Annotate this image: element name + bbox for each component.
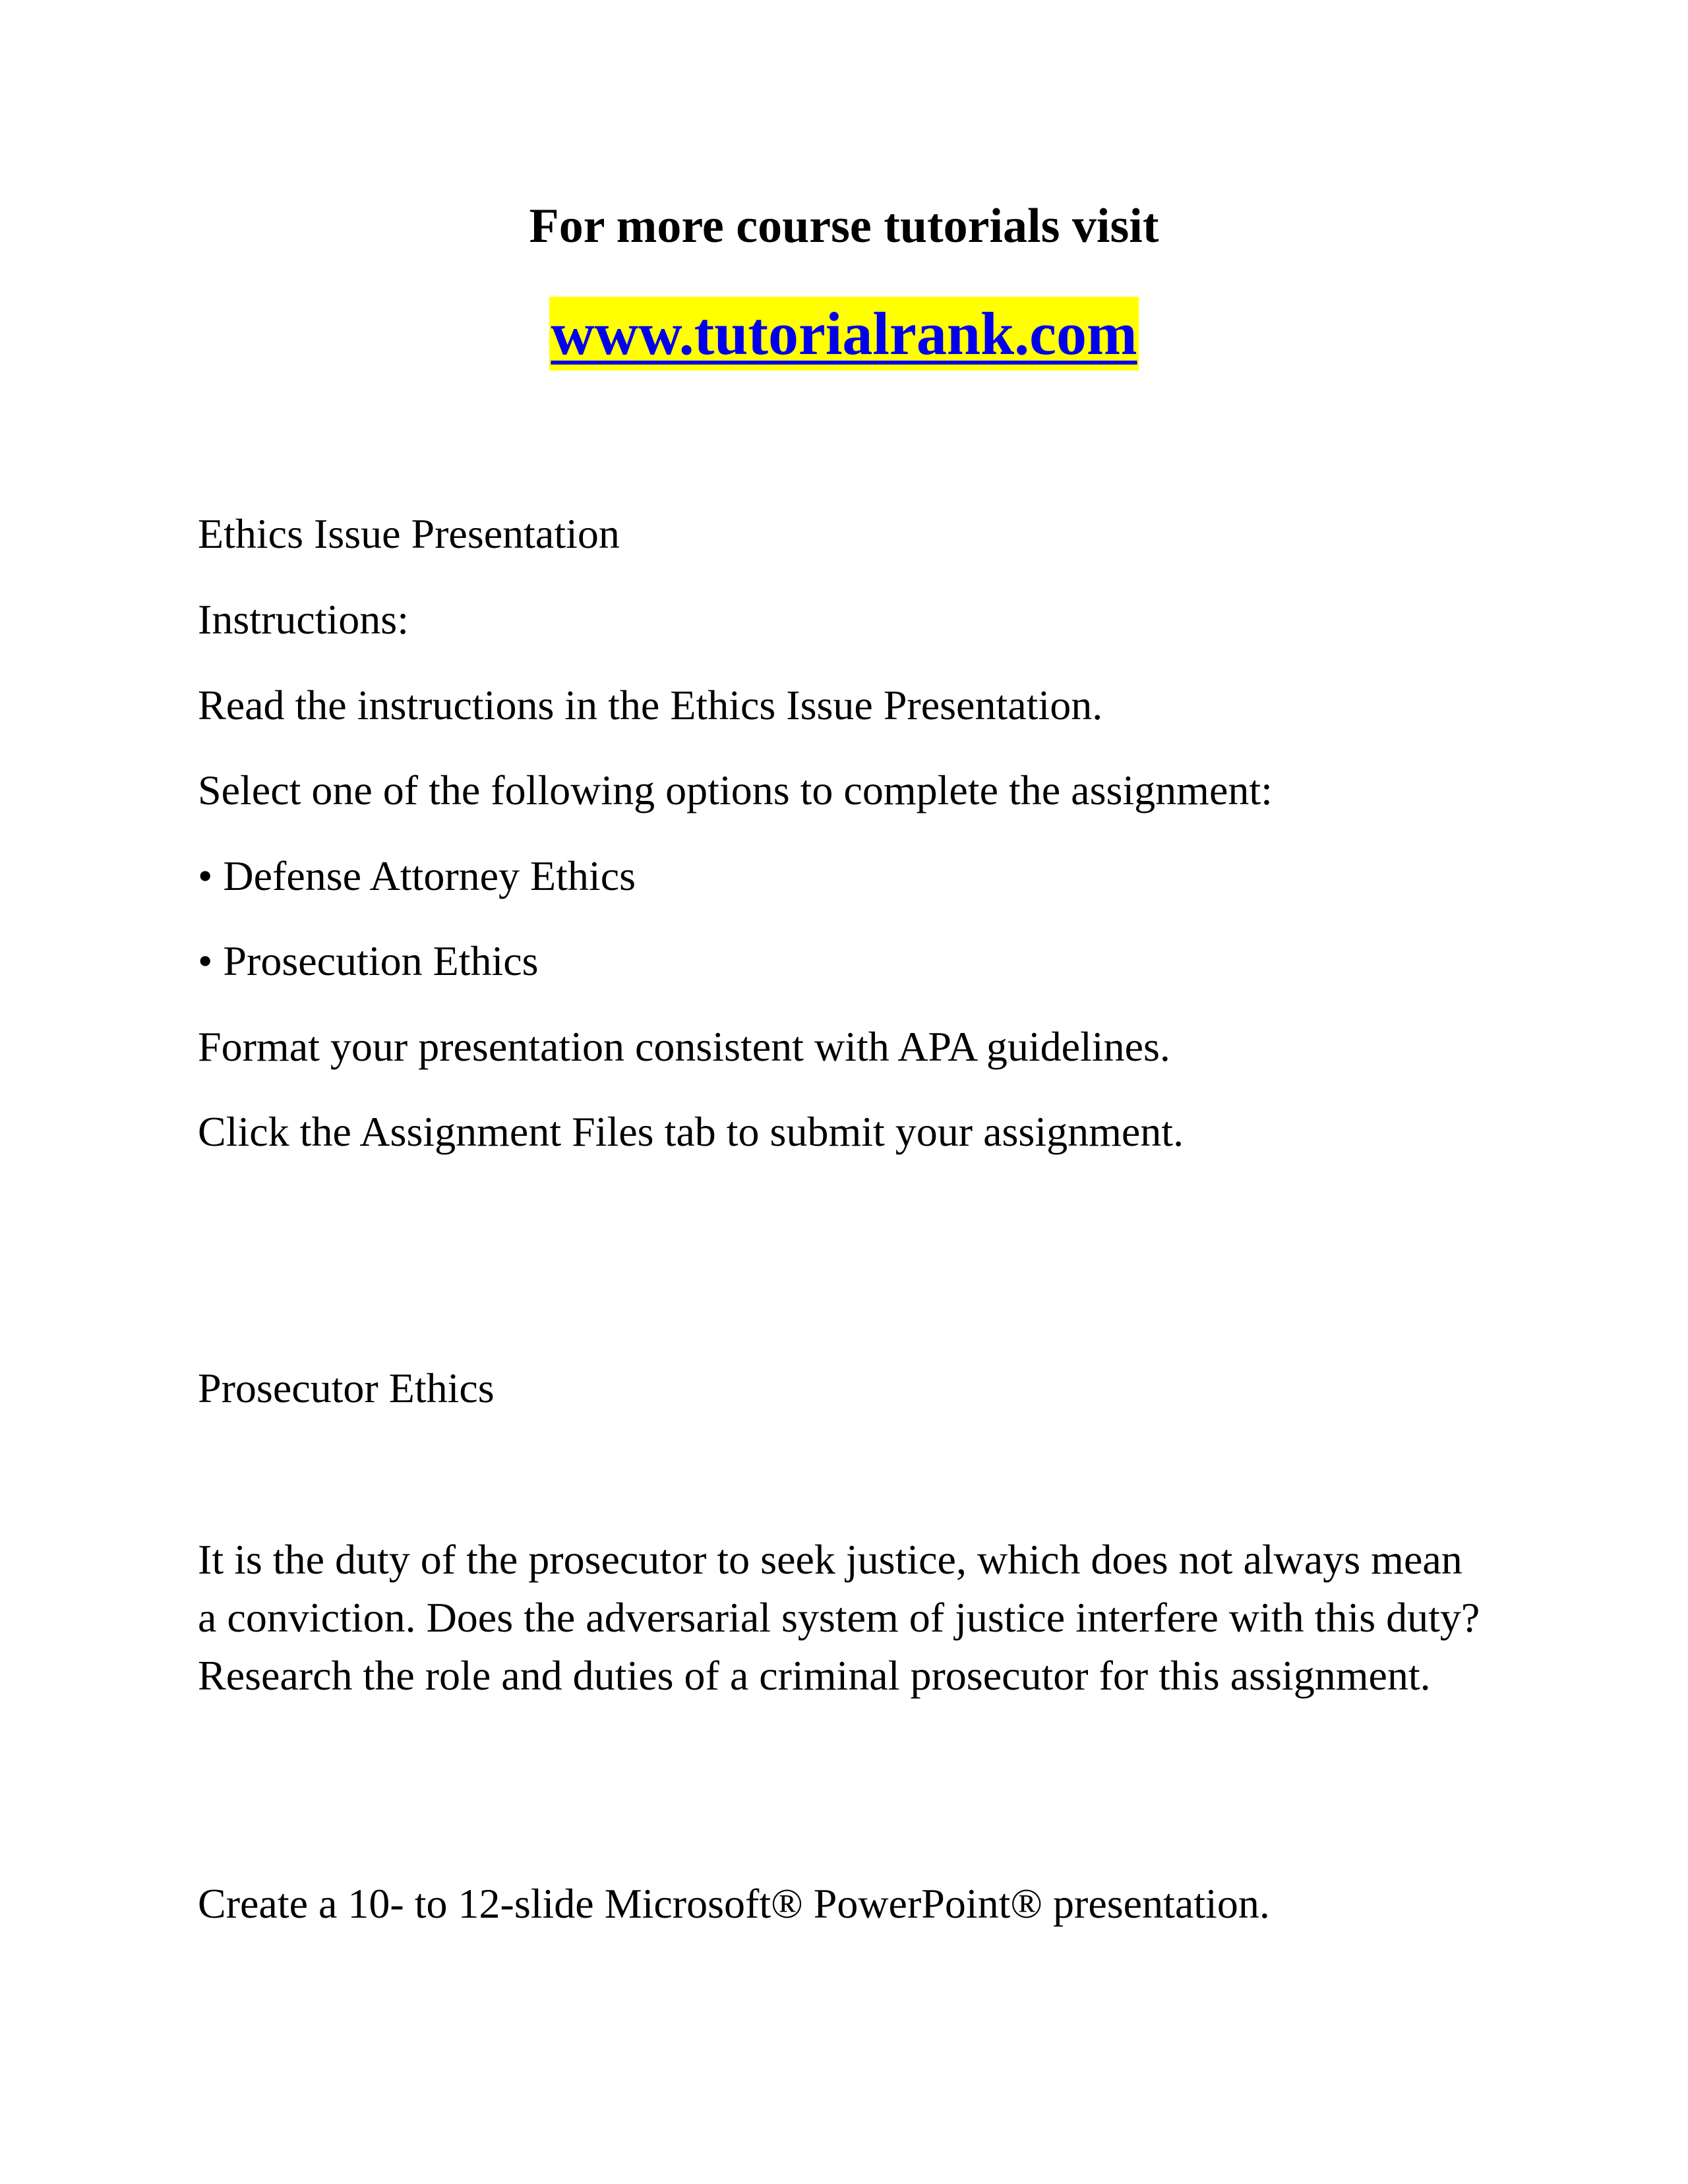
instruction-select-line: Select one of the following options to complete the assignment: [198, 767, 1273, 813]
instruction-format-line: Format your presentation consistent with APA guidelines. [198, 1023, 1170, 1070]
section-title: Prosecutor Ethics [198, 1365, 495, 1411]
option-defense-attorney-ethics: • Defense Attorney Ethics [198, 852, 636, 899]
header-link-container [0, 297, 1688, 370]
tutorialrank-link[interactable]: www.tutorialrank.com [549, 297, 1138, 370]
option-prosecution-ethics: • Prosecution Ethics [198, 937, 539, 984]
document-heading: Ethics Issue Presentation [198, 510, 620, 557]
instruction-create-line: Create a 10- to 12-slide Microsoft® PowerPoint® presentation. [198, 1880, 1270, 1927]
instruction-read-line: Read the instructions in the Ethics Issue Presentation. [198, 682, 1103, 728]
instruction-click-line: Click the Assignment Files tab to submit your assignment. [198, 1108, 1184, 1155]
header-title: For more course tutorials visit [529, 199, 1159, 253]
instructions-label: Instructions: [198, 596, 409, 643]
section-paragraph: It is the duty of the prosecutor to seek justice, which does not always mean a conviction. Does the adversarial system of justice interfere with this duty? Research the role and duties of a criminal prosecutor for this assignment. [198, 1536, 1480, 1699]
